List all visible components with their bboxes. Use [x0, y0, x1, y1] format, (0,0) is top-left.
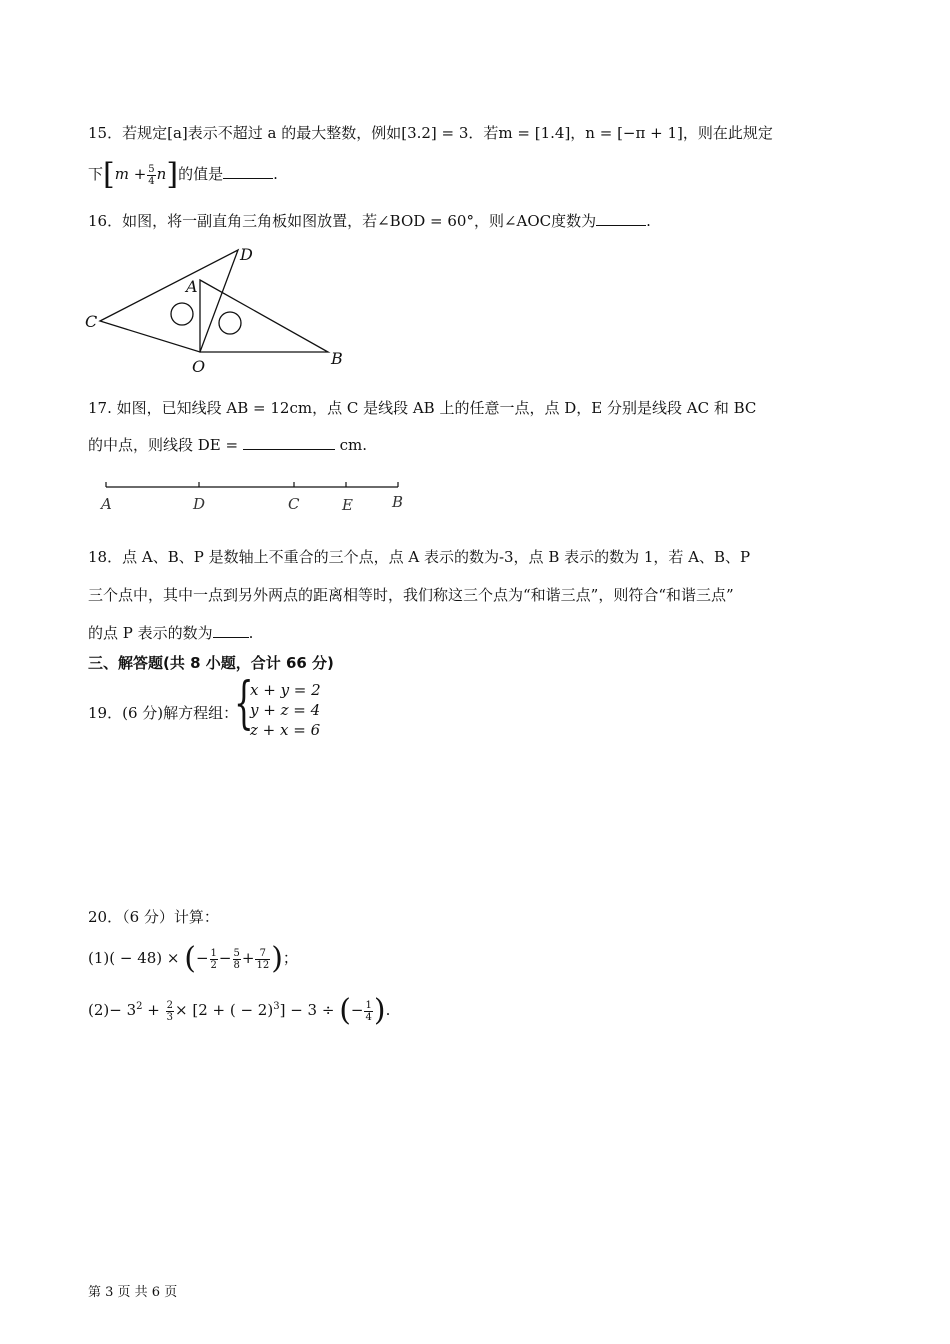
- equation-2: y + z = 4: [250, 701, 321, 719]
- q15-fraction: [147, 164, 155, 187]
- p2-prefix: (2)− 3: [88, 1001, 137, 1019]
- p1-frac-3: $\frac{7}{12}$: [256, 947, 270, 971]
- equation-1: x + y = 2: [250, 681, 321, 699]
- q15-expr-m: m +: [114, 165, 147, 183]
- p2-middle-2: ] − 3 ÷: [279, 1001, 340, 1019]
- p2-cube: 3: [273, 1001, 280, 1012]
- seg-label-d: D: [193, 495, 206, 513]
- p2-middle: × [2 + ( − 2): [175, 1001, 274, 1019]
- q15-suffix: 的值是: [178, 165, 224, 183]
- floor-bracket-left: [: [103, 157, 115, 192]
- q18-line2: 三个点中，其中一点到另外两点的距离相等时，我们称这三个点为“和谐三点”，则符合“和谐三点”: [88, 586, 734, 604]
- q20-part1: (1)( − 48) × (− $\frac{1}{2}$ − $\frac{5}{8}$ + $\frac{7}{12}$ )；: [88, 941, 298, 976]
- q19-label: 19．(6 分)解方程组：: [88, 704, 239, 722]
- q15-expr-n: n: [156, 165, 167, 183]
- floor-bracket-right: ]: [166, 157, 179, 192]
- p1-end: ；: [282, 949, 298, 967]
- p1-prefix: (1)( − 48) ×: [88, 949, 185, 967]
- section-heading: 三、解答题(共 8 小题，合计 66 分): [88, 654, 334, 672]
- p1-paren-right: ): [271, 941, 283, 976]
- p1-paren-left: (: [184, 941, 196, 976]
- q18-answer-blank[interactable]: [213, 637, 249, 638]
- hole-circle-right: [219, 312, 241, 334]
- q15-answer-blank[interactable]: [223, 178, 273, 179]
- q19-system: [234, 671, 321, 740]
- p2-paren-right: ): [373, 993, 386, 1028]
- q18-line1: 18．点 A、B、P 是数轴上不重合的三个点，点 A 表示的数为-3，点 B 表示的数为 1，若 A、B、P: [88, 548, 751, 566]
- q17-unit: cm.: [339, 436, 368, 454]
- q16-answer-blank[interactable]: [596, 225, 646, 226]
- triangle-aob: [200, 280, 328, 352]
- q15-end: .: [273, 165, 278, 183]
- q20-part2: $(2)- 3^2$ + $\frac{2}{3}$ × [2 + ( − 2)$^3$] − 3 ÷ (− $\frac{1}{4}$ ).: [88, 993, 391, 1028]
- p1-frac-2: $\frac{5}{8}$: [233, 947, 240, 971]
- equation-3: z + x = 6: [250, 721, 321, 739]
- q18-prefix: 的点 P 表示的数为: [88, 624, 213, 642]
- q16-end: .: [646, 212, 651, 230]
- q17-line1: 17. 如图，已知线段 AB = 12cm，点 C 是线段 AB 上的任意一点，点 D，E 分别是线段 AC 和 BC: [88, 399, 757, 417]
- seg-label-a: A: [101, 495, 112, 513]
- q15-frac-den: 4: [148, 175, 155, 187]
- p2-frac-2: $\frac{1}{4}$: [365, 999, 372, 1023]
- q17-line2: [88, 434, 367, 455]
- label-d: D: [240, 245, 253, 264]
- q16-triangle-figure: [80, 240, 380, 380]
- p2-frac-1: $\frac{2}{3}$: [166, 999, 173, 1023]
- seg-label-b: B: [392, 493, 404, 511]
- p2-end: .: [385, 1001, 391, 1019]
- q15-frac-num: 5: [148, 163, 155, 175]
- q18-end: .: [248, 624, 254, 642]
- seg-label-c: C: [288, 495, 300, 513]
- label-o: O: [192, 357, 206, 376]
- p1-frac-1: $\frac{1}{2}$: [210, 947, 217, 971]
- seg-label-e: E: [342, 496, 353, 514]
- q16-text: [88, 210, 651, 231]
- label-b: B: [331, 349, 343, 368]
- q15-line2: [88, 157, 278, 192]
- q16-question: 16．如图，将一副直角三角板如图放置，若∠BOD = 60°，则∠AOC度数为: [88, 212, 597, 230]
- q15-line1: 15．若规定[a]表示不超过 a 的最大整数，例如[3.2] = 3．若m = [1.4]，n = [−π + 1]，则在此规定: [88, 124, 773, 142]
- p2-plus: +: [142, 1001, 165, 1019]
- hole-circle-left: [171, 303, 193, 325]
- page-footer: 第 3 页 共 6 页: [88, 1285, 178, 1300]
- label-c: C: [85, 312, 98, 331]
- q17-prefix: 的中点，则线段 DE =: [88, 436, 239, 454]
- q17-answer-blank[interactable]: [243, 449, 335, 450]
- p2-square: 2: [136, 1001, 143, 1012]
- system-brace: {: [234, 671, 254, 736]
- q17-segment-figure: [96, 476, 416, 520]
- triangle-cod: [100, 250, 238, 352]
- q15-prefix: 下: [88, 165, 104, 183]
- p2-paren-left: (: [339, 993, 351, 1028]
- label-a: A: [186, 277, 198, 296]
- q18-line3: [88, 622, 253, 643]
- q20-label: 20．（6 分）计算：: [88, 908, 219, 926]
